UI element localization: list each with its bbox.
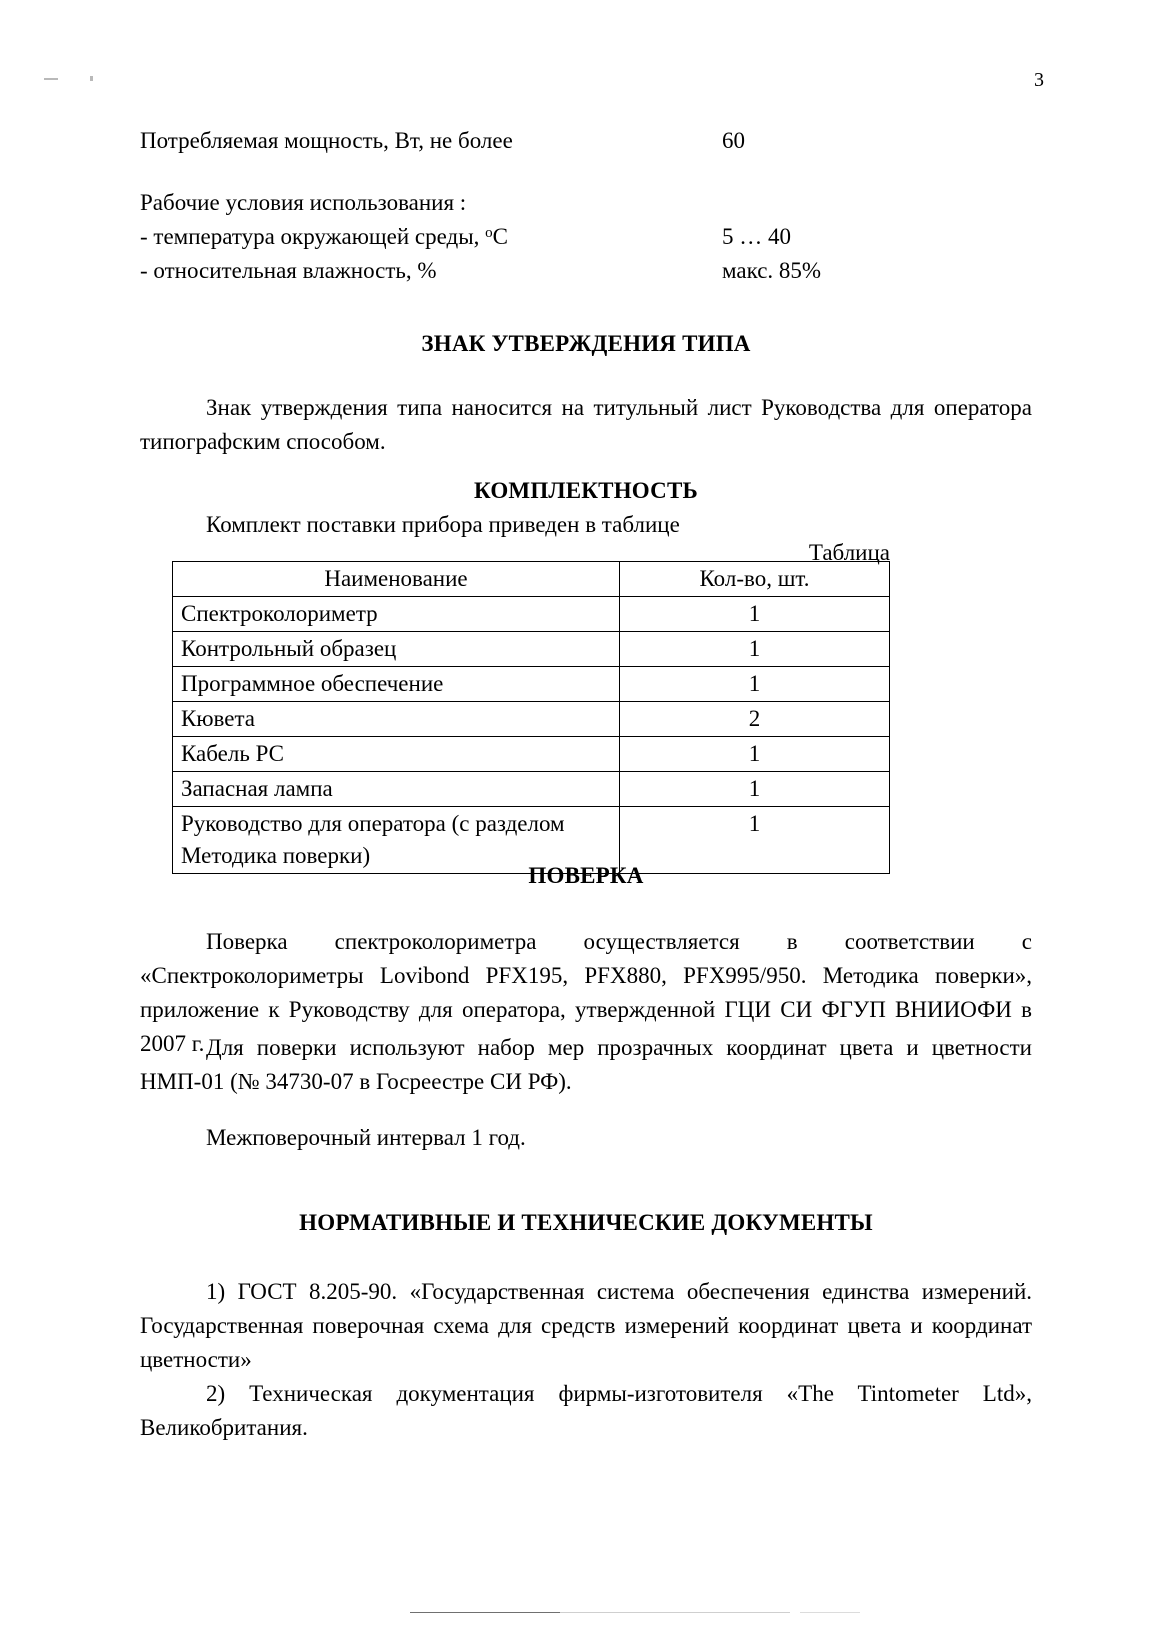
heading-documents: НОРМАТИВНЫЕ И ТЕХНИЧЕСКИЕ ДОКУМЕНТЫ	[299, 1210, 873, 1235]
spec-conditions-title: Рабочие условия использования :	[140, 190, 467, 215]
table-cell-qty: 1	[619, 772, 889, 807]
spec-power-row	[140, 124, 1032, 158]
table-cell-qty: 1	[619, 807, 889, 874]
table-row	[173, 597, 890, 632]
table-cell-qty: 1	[619, 667, 889, 702]
table-cell-name: Спектроколориметр	[173, 597, 620, 632]
degree-superscript: o	[485, 225, 493, 241]
scan-artifact-speck	[44, 78, 58, 80]
table-header-name: Наименование	[173, 562, 620, 597]
table-caption: Таблица	[808, 540, 890, 565]
scan-artifact-line	[800, 1612, 860, 1613]
paragraph-type-approval: Знак утверждения типа наносится на титульный лист Руководства для оператора типографским способом.	[140, 395, 1032, 454]
paragraph-verification-1: Поверка спектроколориметра осуществляется в соответствии с «Спектроколориметры Lovibond PFX195, PFX880, PFX995/950. Методика поверки», приложение к Руководству для оператора, утвержденной ГЦИ СИ ФГУП ВНИИОФИ в 2007 г.	[140, 929, 1032, 1056]
table-cell-qty: 1	[619, 632, 889, 667]
table-cell-qty: 1	[619, 597, 889, 632]
spec-power-value: 60	[722, 128, 745, 153]
table-cell-name: Контрольный образец	[173, 632, 620, 667]
scan-artifact-line	[560, 1612, 790, 1613]
document-item-2: 2) Техническая документация фирмы-изготовителя «The Tintometer Ltd», Великобритания.	[140, 1381, 1032, 1440]
paragraph-verification-3: Межповерочный интервал 1 год.	[206, 1125, 526, 1150]
table-cell-name: Программное обеспечение	[173, 667, 620, 702]
page-number: 3	[1034, 69, 1044, 91]
spec-temperature-value: 5 … 40	[722, 224, 791, 249]
table-cell-name: Запасная лампа	[173, 772, 620, 807]
table-cell-name: Кювета	[173, 702, 620, 737]
scan-artifact-speck	[90, 76, 93, 81]
table-cell-qty: 1	[619, 737, 889, 772]
document-item-1: 1) ГОСТ 8.205-90. «Государственная система обеспечения единства измерений. Государственная поверочная схема для средств измерений координат цвета и координат цветности»	[140, 1279, 1032, 1372]
table-row	[173, 702, 890, 737]
paragraph-completeness-intro: Комплект поставки прибора приведен в таблице	[206, 512, 680, 537]
kit-contents-table	[172, 561, 890, 874]
paragraph-verification-2: Для поверки используют набор мер прозрачных координат цвета и цветности НМП-01 (№ 34730-07 в Госреестре СИ РФ).	[140, 1035, 1032, 1094]
table-cell-qty: 2	[619, 702, 889, 737]
table-row	[173, 667, 890, 702]
table-header-row	[173, 562, 890, 597]
spec-temperature-unit: C	[492, 224, 509, 249]
spec-humidity-value: макс. 85%	[722, 258, 822, 283]
spec-temperature-label	[140, 220, 508, 254]
table-row	[173, 772, 890, 807]
table-row	[173, 632, 890, 667]
heading-completeness: КОМПЛЕКТНОСТЬ	[474, 478, 698, 503]
heading-type-approval: ЗНАК УТВЕРЖДЕНИЯ ТИПА	[421, 331, 751, 356]
table-header-qty: Кол-во, шт.	[619, 562, 889, 597]
spec-power-label: Потребляемая мощность, Вт, не более	[140, 128, 513, 153]
heading-verification: ПОВЕРКА	[528, 863, 644, 888]
table-row	[173, 737, 890, 772]
spec-conditions-block	[140, 186, 1032, 288]
spec-humidity-label: - относительная влажность, %	[140, 258, 437, 283]
table-cell-name: Кабель РС	[173, 737, 620, 772]
table-cell-name: Руководство для оператора (с разделом Методика поверки)	[173, 807, 620, 874]
spec-temperature-label-text: - температура окружающей среды,	[140, 224, 486, 249]
